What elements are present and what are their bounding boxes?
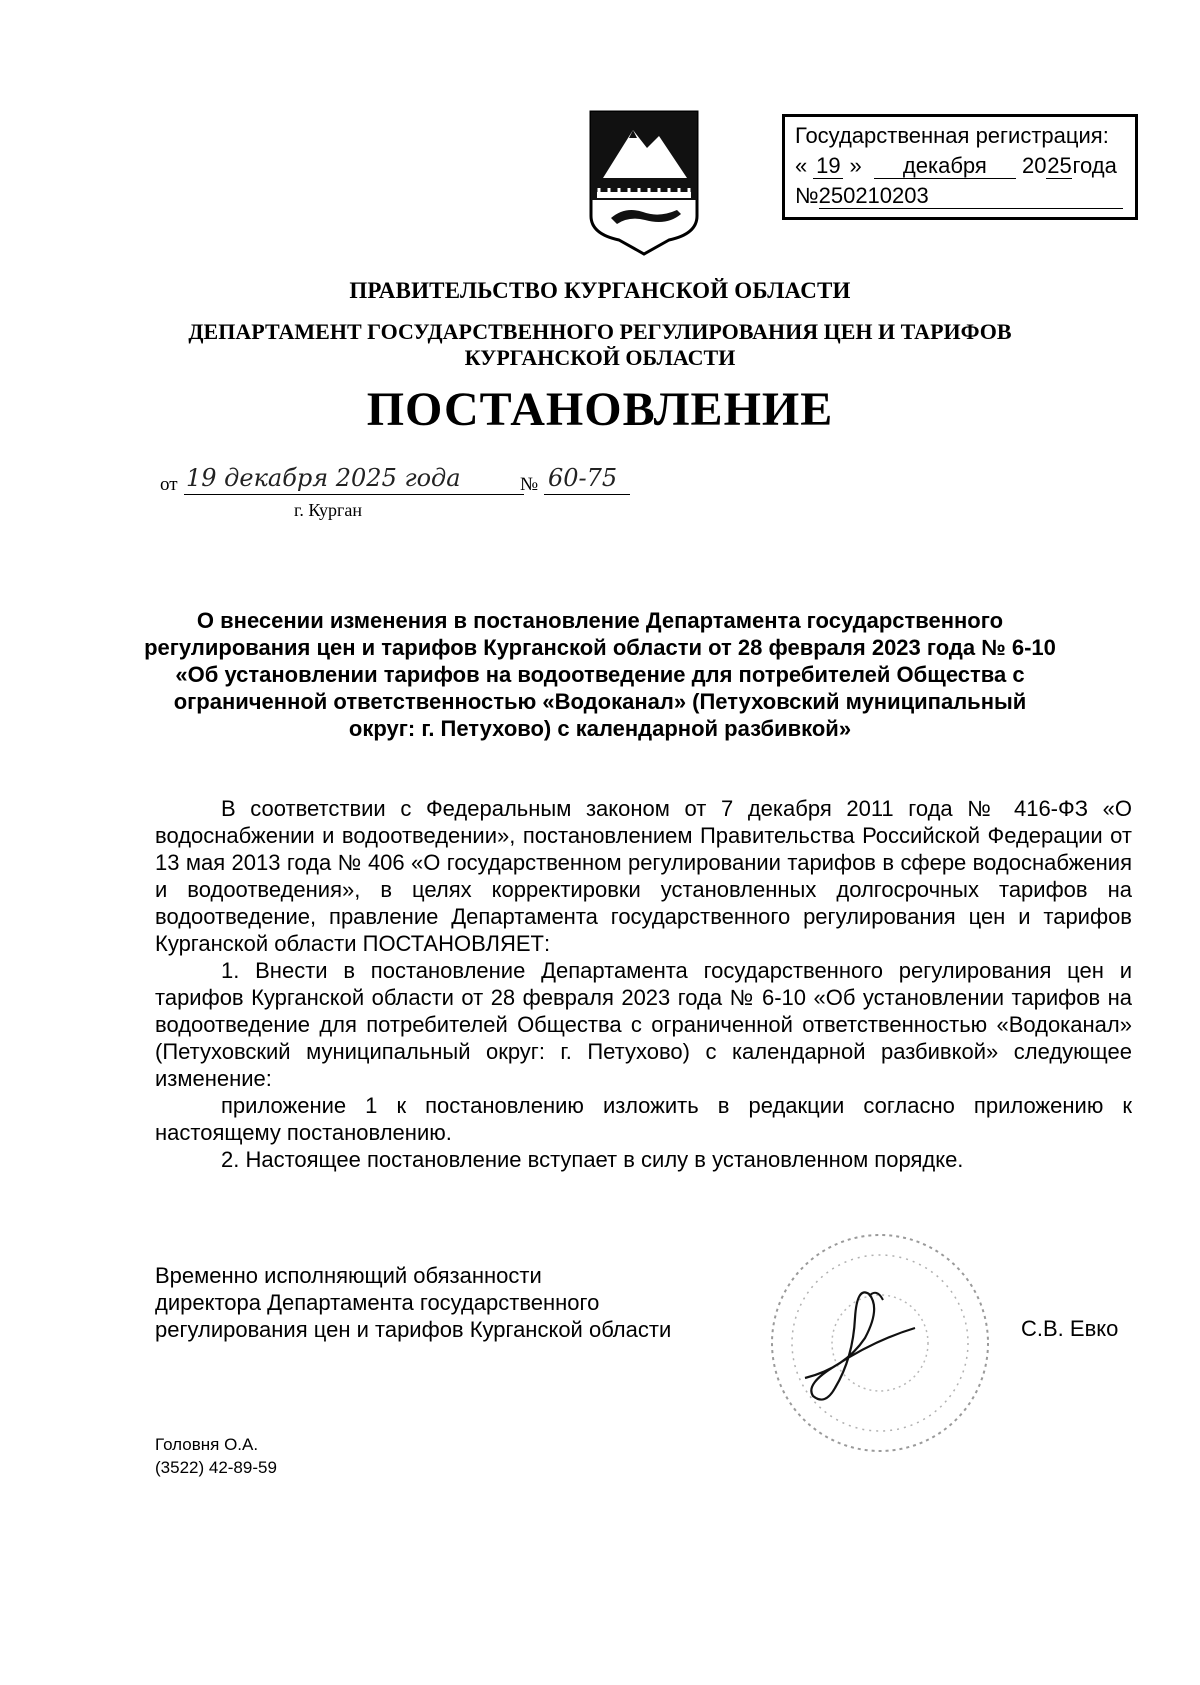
position-line-1: Временно исполняющий обязанности	[155, 1263, 542, 1288]
executor-name: Головня О.А.	[155, 1435, 259, 1454]
registration-day: 19	[813, 154, 843, 179]
government-title: ПРАВИТЕЛЬСТВО КУРГАНСКОЙ ОБЛАСТИ	[349, 278, 851, 303]
city-label: г. Курган	[294, 500, 363, 520]
executor-info	[155, 1433, 277, 1479]
preamble-paragraph: В соответствии с Федеральным законом от 7 декабря 2011 года № 416-ФЗ «О водоснабжении и водоотведении», постановлением Правительства Российской Федерации от 13 мая 2013 года № 406 «О государственном регулировании тарифов в сфере водоснабжения и водоотведения», в целях корректировки установленных долгосрочных тарифов на водоотведение, правление Департамента государственного регулирования цен и тарифов Курганской области ПОСТАНОВЛЯЕТ:	[155, 796, 1132, 956]
document-body	[155, 795, 1132, 1173]
registration-box	[782, 114, 1138, 220]
registration-year-suffix: 25	[1047, 153, 1072, 178]
item-1-sub-paragraph: приложение 1 к постановлению изложить в редакции согласно приложению к настоящему постановлению.	[155, 1093, 1132, 1145]
document-type-title: ПОСТАНОВЛЕНИЕ	[366, 383, 834, 436]
position-line-2: директора Департамента государственного	[155, 1290, 600, 1315]
date-number-line	[160, 464, 660, 530]
executor-phone: (3522) 42-89-59	[155, 1458, 277, 1477]
signatory-name: С.В. Евко	[1021, 1316, 1119, 1341]
registration-year-word: года	[1072, 153, 1117, 178]
date-underline	[184, 494, 524, 495]
quote-open: «	[795, 153, 808, 178]
department-title-line1: ДЕПАРТАМЕНТ ГОСУДАРСТВЕННОГО РЕГУЛИРОВАНИЯ ЦЕН И ТАРИФОВ	[188, 319, 1012, 344]
number-underline	[544, 494, 630, 495]
department-title-line2: КУРГАНСКОЙ ОБЛАСТИ	[464, 345, 736, 370]
doc-number-handwritten: 60-75	[548, 464, 618, 492]
registration-number-label: №	[795, 183, 819, 208]
registration-title: Государственная регистрация:	[795, 123, 1109, 148]
coat-of-arms-emblem	[585, 108, 703, 256]
item-1-paragraph: 1. Внести в постановление Департамента государственного регулирования цен и тарифов Курганской области от 28 февраля 2023 года № 6-10 «Об установлении тарифов на водоотведение для потребителей Общества с ограниченной ответственностью «Водоканал» (Петуховский муниципальный округ: г. Петухово) с календарной разбивкой» следующее изменение:	[155, 958, 1132, 1091]
registration-month: декабря	[874, 154, 1016, 179]
registration-number: 250210203	[819, 184, 1123, 209]
document-subject: О внесении изменения в постановление Департамента государственного регулирования цен и тарифов Курганской области от 28 февраля 2023 года № 6-10 «Об установлении тарифов на водоотведение для потребителей Общества с ограниченной ответственностью «Водоканал» (Петуховский муниципальный округ: г. Петухово) с календарной разбивкой»	[144, 608, 1056, 741]
registration-year-prefix: 20	[1022, 153, 1047, 178]
position-line-3: регулирования цен и тарифов Курганской области	[155, 1317, 672, 1342]
date-from-label: от	[160, 474, 178, 495]
official-stamp-with-signature	[765, 1228, 995, 1458]
date-handwritten: 19 декабря 2025 года	[186, 464, 461, 492]
signatory-position	[155, 1262, 671, 1343]
doc-number-label: №	[520, 474, 539, 495]
quote-close: »	[849, 153, 862, 178]
item-2-paragraph: 2. Настоящее постановление вступает в силу в установленном порядке.	[221, 1147, 964, 1172]
